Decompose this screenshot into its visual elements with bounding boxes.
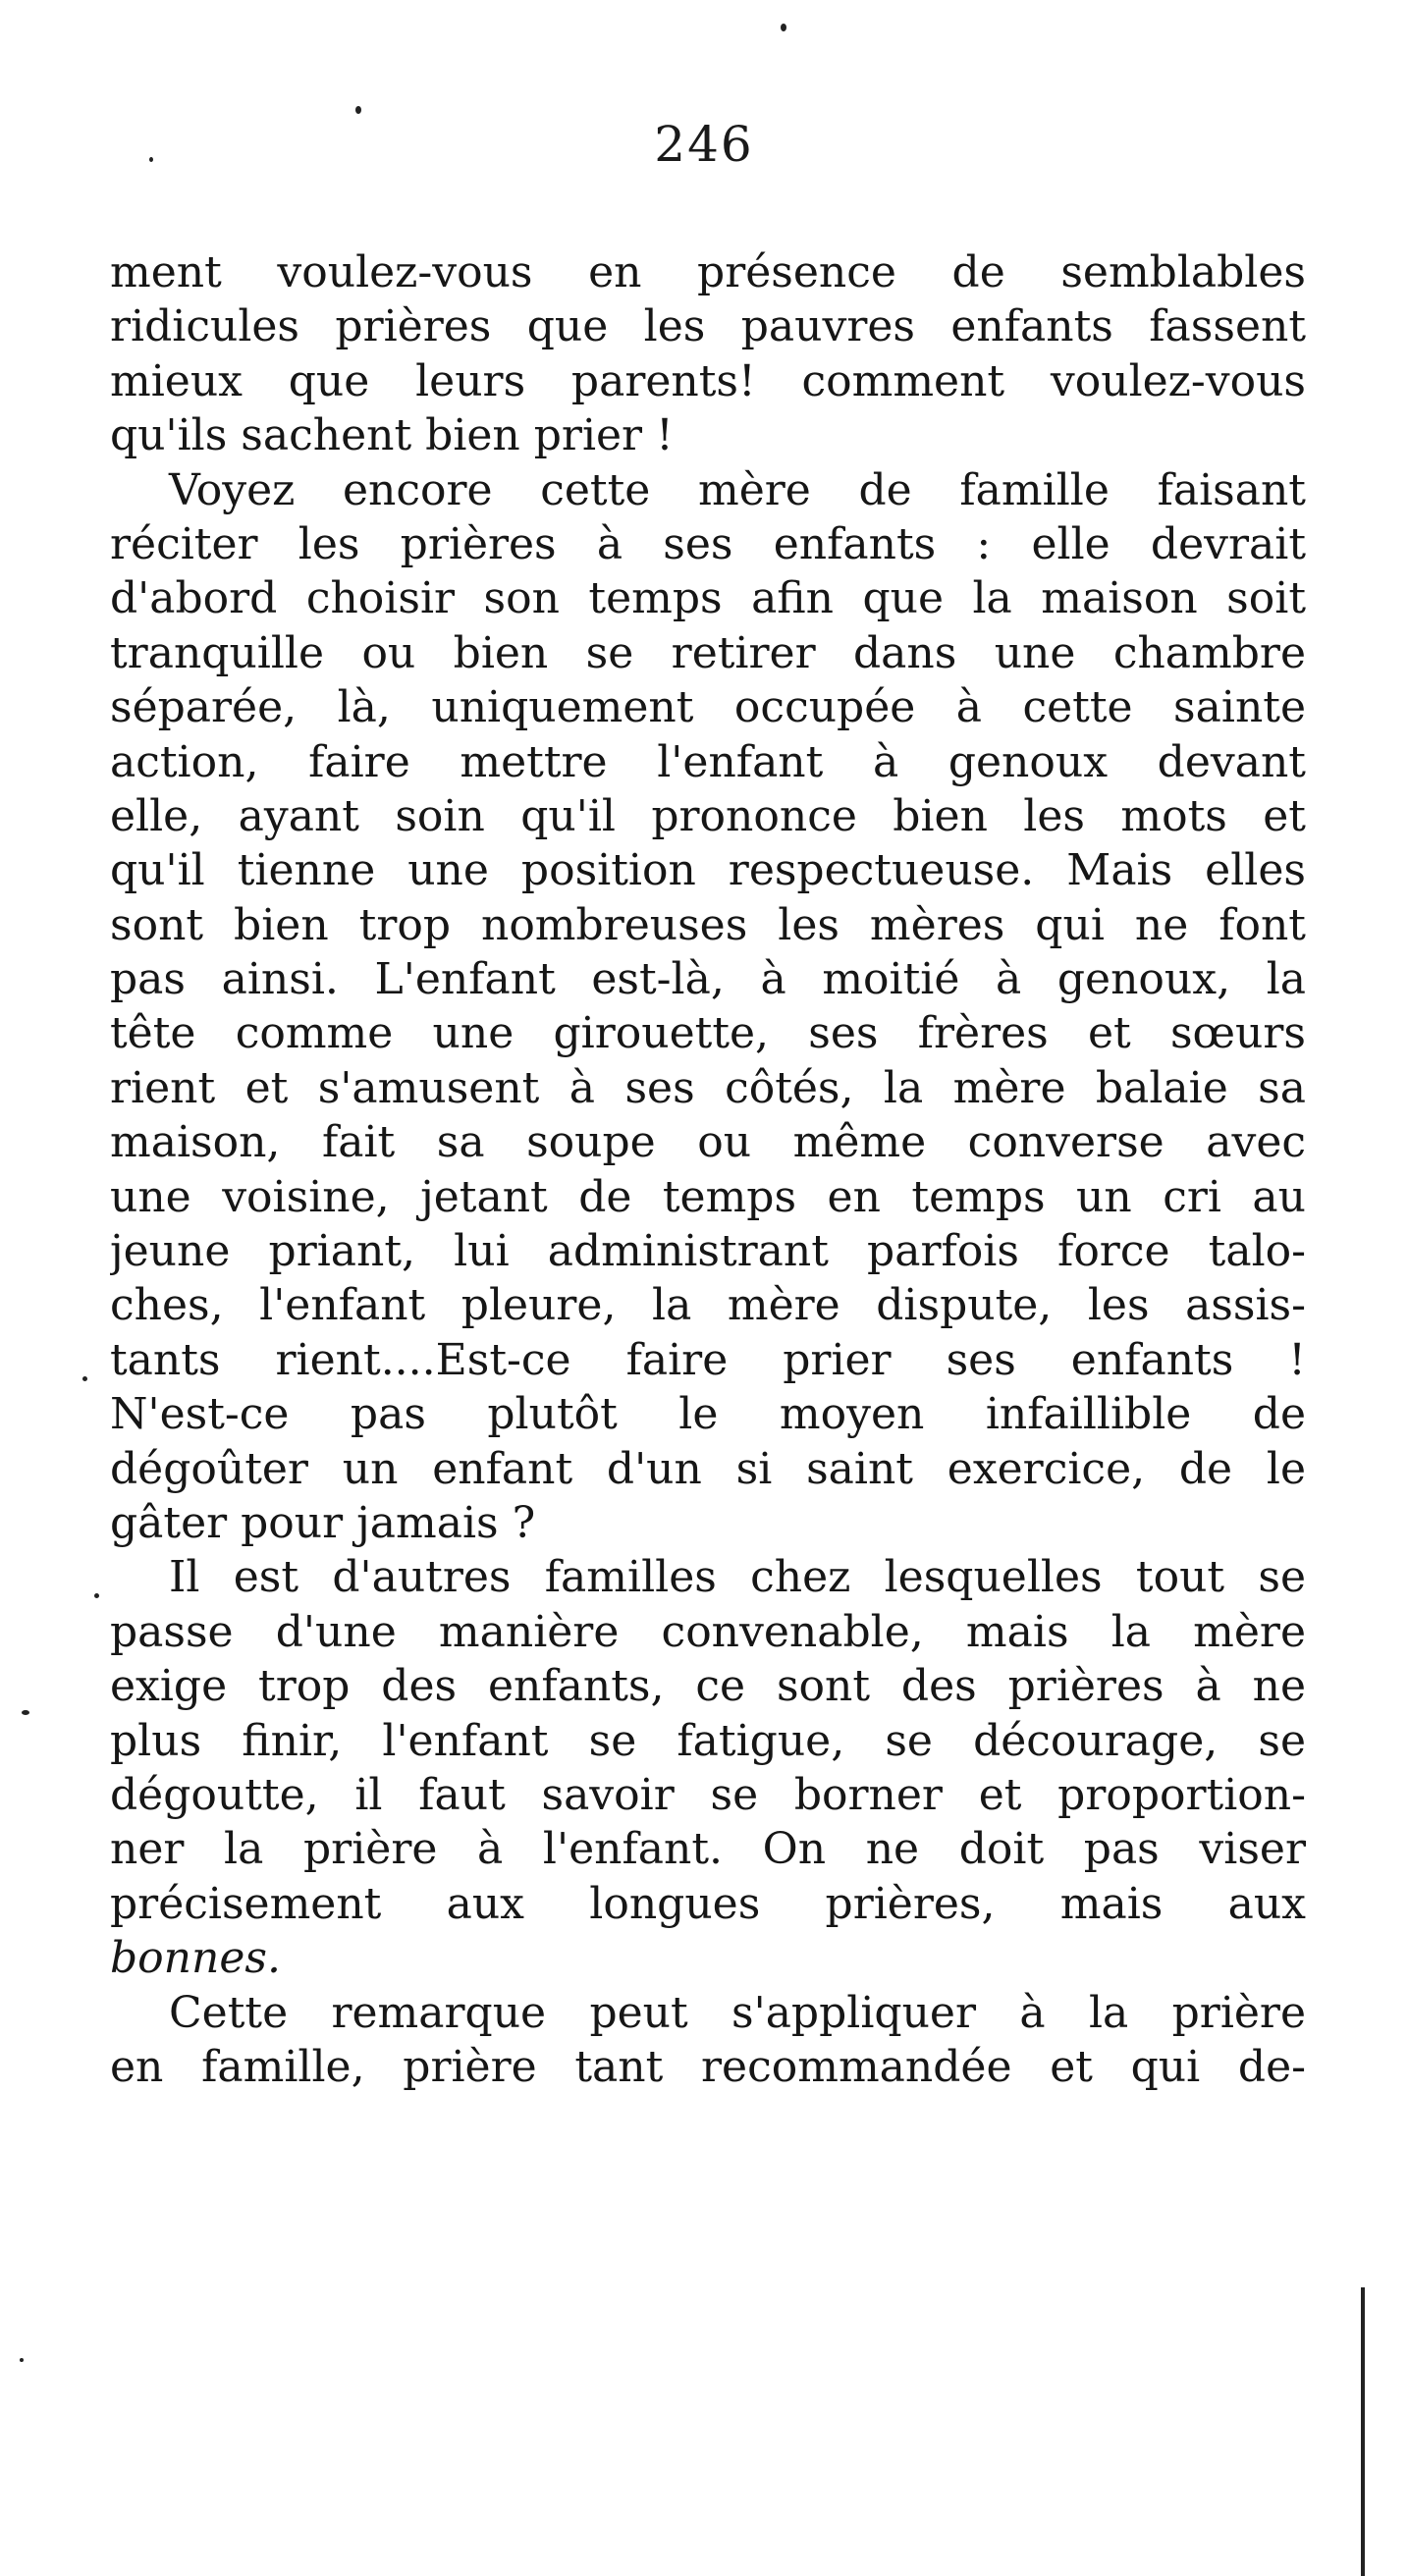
paragraph-start-line: Il est d'autres familles chez lesquelles tout se xyxy=(169,1552,1306,1603)
text-line: plus finir, l'enfant se fatigue, se décourage, se xyxy=(110,1715,1306,1766)
text-line: pas ainsi. L'enfant est-là, à moitié à genoux, la xyxy=(110,954,1306,1005)
text-line: précisement aux longues prières, mais aux xyxy=(110,1878,1306,1929)
text-line: sont bien trop nombreuses les mères qui ne font xyxy=(110,899,1306,950)
scan-speck xyxy=(781,24,786,31)
text-line: gâter pour jamais ? xyxy=(110,1497,536,1548)
scan-speck xyxy=(20,2358,24,2362)
text-line: en famille, prière tant recommandée et qui de- xyxy=(110,2041,1306,2092)
scan-speck xyxy=(149,157,153,162)
text-line: rient et s'amusent à ses côtés, la mère balaie sa xyxy=(110,1062,1306,1113)
text-line: ridicules prières que les pauvres enfants fassent xyxy=(110,301,1306,352)
scan-speck xyxy=(22,1710,29,1715)
scan-speck xyxy=(355,106,361,114)
page-edge-shadow xyxy=(1361,2287,1365,2576)
text-line: une voisine, jetant de temps en temps un cri au xyxy=(110,1171,1306,1222)
text-line: jeune priant, lui administrant parfois force talo- xyxy=(110,1226,1306,1277)
text-line: ment voulez-vous en présence de semblables xyxy=(110,247,1306,297)
scan-speck xyxy=(94,1593,99,1598)
text-line: ner la prière à l'enfant. On ne doit pas viser xyxy=(110,1824,1306,1875)
text-line: tête comme une girouette, ses frères et sœurs xyxy=(110,1008,1306,1059)
scan-speck xyxy=(82,1376,87,1381)
text-line: ches, l'enfant pleure, la mère dispute, les assis- xyxy=(110,1280,1306,1331)
text-line: exige trop des enfants, ce sont des prières à ne xyxy=(110,1661,1306,1712)
text-line: tants rient....Est-ce faire prier ses enfants ! xyxy=(110,1334,1306,1385)
page-number: 246 xyxy=(654,116,754,173)
text-line: elle, ayant soin qu'il prononce bien les mots et xyxy=(110,790,1306,841)
text-line: action, faire mettre l'enfant à genoux devant xyxy=(110,736,1306,787)
paragraph-start-line: Cette remarque peut s'appliquer à la prière xyxy=(169,1987,1306,2038)
text-line: N'est-ce pas plutôt le moyen infaillible de xyxy=(110,1389,1306,1440)
body-text xyxy=(110,245,1306,2094)
text-line: maison, fait sa soupe ou même converse avec xyxy=(110,1117,1306,1168)
text-line: mieux que leurs parents! comment voulez-vous xyxy=(110,355,1306,406)
text-line: tranquille ou bien se retirer dans une chambre xyxy=(110,627,1306,678)
text-line: passe d'une manière convenable, mais la mère xyxy=(110,1606,1306,1657)
text-line: dégoûter un enfant d'un si saint exercice, de le xyxy=(110,1443,1306,1494)
text-line: d'abord choisir son temps afin que la maison soit xyxy=(110,573,1306,624)
text-line-italic: bonnes. xyxy=(110,1933,281,1984)
paragraph-start-line: Voyez encore cette mère de famille faisant xyxy=(169,464,1306,515)
text-line: qu'il tienne une position respectueuse. Mais elles xyxy=(110,845,1306,896)
text-line: qu'ils sachent bien prier ! xyxy=(110,410,674,461)
text-line: séparée, là, uniquement occupée à cette sainte xyxy=(110,682,1306,733)
text-line: réciter les prières à ses enfants : elle devrait xyxy=(110,518,1306,569)
text-line: dégoutte, il faut savoir se borner et proportion- xyxy=(110,1769,1306,1820)
